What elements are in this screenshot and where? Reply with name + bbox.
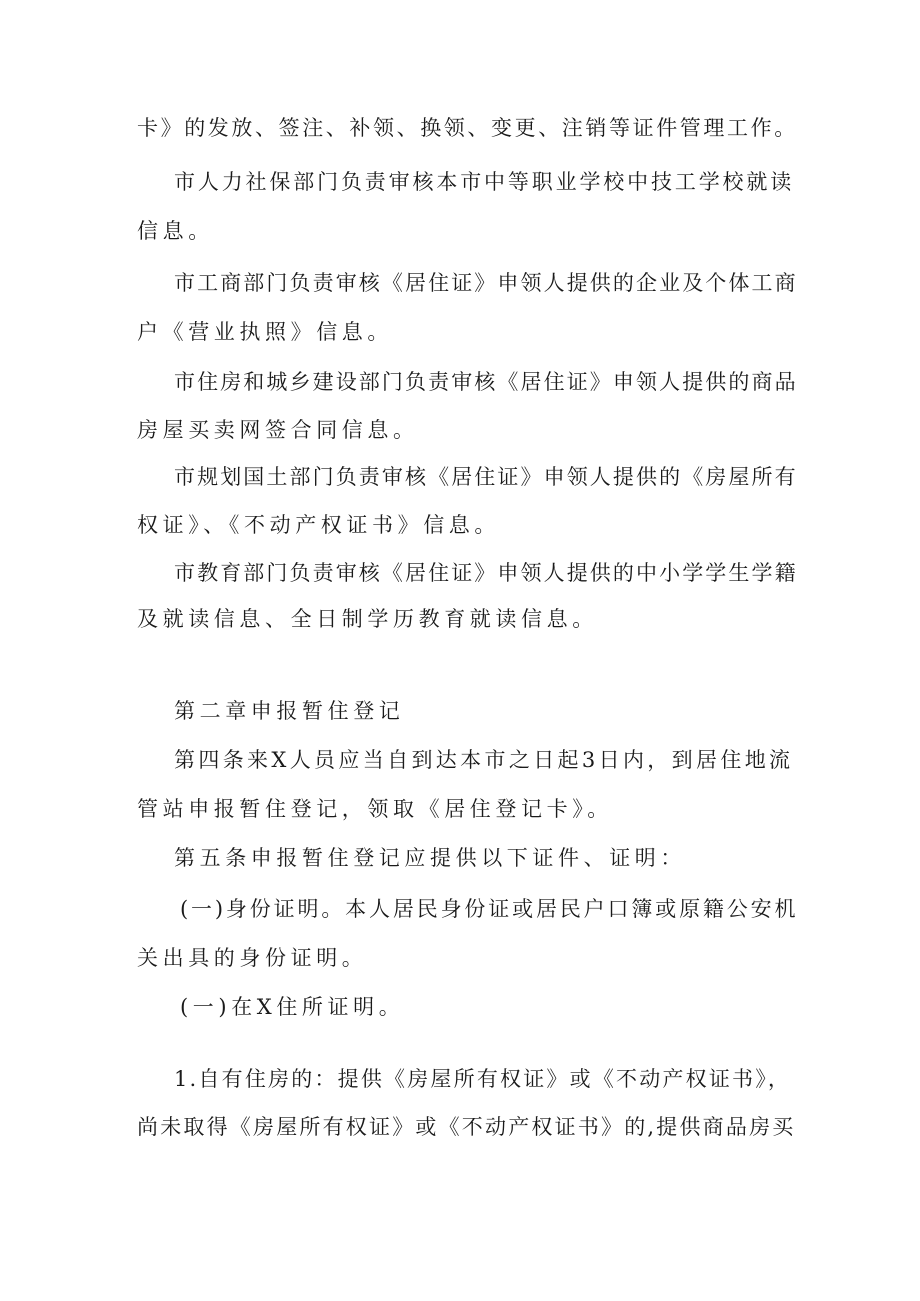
text-line: 信息。 [137, 219, 214, 243]
text-line: 户《营业执照》信息。 [137, 320, 393, 344]
text-line: (一)身份证明。本人居民身份证或居民户口簿或原籍公安机 [180, 897, 799, 921]
text-line: 卡》的发放、签注、补领、换领、变更、注销等证件管理工作。 [137, 116, 798, 140]
text-line: 市规划国土部门负责审核《居住证》申领人提供的《房屋所有 [174, 465, 798, 489]
text-line: 第五条申报暂住登记应提供以下证件、证明： [174, 846, 686, 870]
text-line: 关出具的身份证明。 [137, 946, 368, 970]
text-line: 市教育部门负责审核《居住证》申领人提供的中小学学生学籍 [174, 561, 798, 585]
text-line: (一)在X住所证明。 [180, 995, 405, 1019]
text-line: 尚未取得《房屋所有权证》或《不动产权证书》的,提供商品房买 [137, 1115, 796, 1139]
text-line: 第四条来X人员应当自到达本市之日起3日内，到居住地流 [174, 748, 794, 772]
text-line: 市人力社保部门负责审核本市中等职业学校中技工学校就读 [174, 170, 795, 194]
text-line: 权证》、《不动产权证书》信息。 [137, 513, 500, 537]
text-line: 及就读信息、全日制学历教育就读信息。 [137, 607, 598, 631]
text-line: 市住房和城乡建设部门负责审核《居住证》申领人提供的商品 [174, 370, 798, 394]
text-line: 管站申报暂住登记，领取《居住登记卡》。 [137, 797, 613, 821]
section-heading: 第二章申报暂住登记 [174, 699, 405, 723]
text-line: 房屋买卖网签合同信息。 [137, 418, 419, 442]
text-line: 1.自有住房的：提供《房屋所有权证》或《不动产权证书》， [174, 1067, 792, 1091]
text-line: 市工商部门负责审核《居住证》申领人提供的企业及个体工商 [174, 271, 798, 295]
